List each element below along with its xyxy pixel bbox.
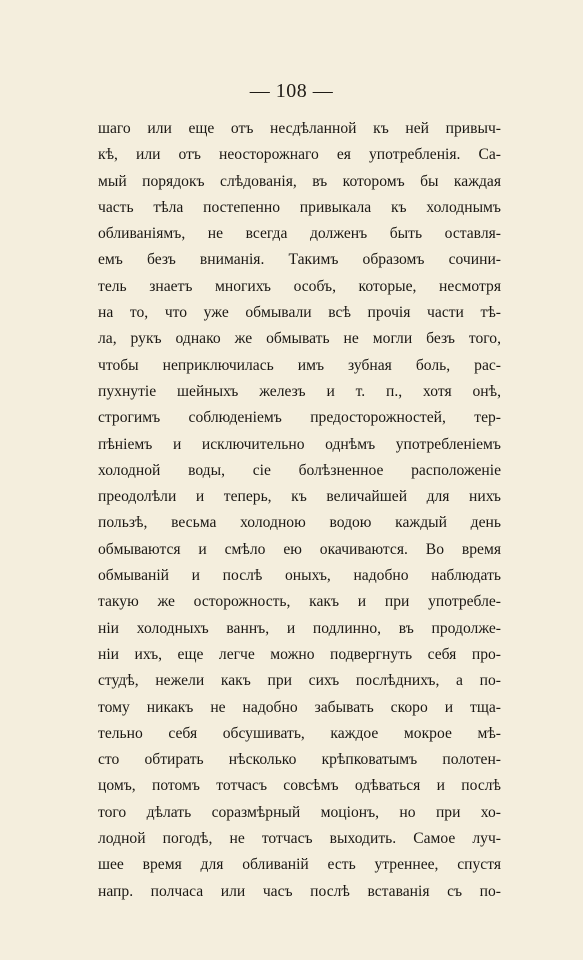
text-line: напр. полчаса или часъ послѣ вставанія съ по-	[98, 882, 501, 900]
text-line: такую же осторожность, какъ и при употребле-	[98, 593, 501, 611]
text-line: пользѣ, весьма холодною водою каждый день	[98, 514, 501, 532]
text-line: пѣніемъ и исключительно однѣмъ употребленіемъ	[98, 435, 501, 453]
text-line: на то, что уже обмывали всѣ прочія части тѣ-	[98, 304, 501, 322]
text-line: обливаніямъ, не всегда долженъ быть оставля-	[98, 225, 501, 243]
text-line: ла, рукъ однако же обмывать не могли безъ того,	[98, 330, 501, 348]
text-line: преодолѣли и теперь, къ величайшей для нихъ	[98, 488, 501, 506]
text-line: часть тѣла постепенно привыкала къ холоднымъ	[98, 198, 501, 216]
text-line: пухнутіе шейныхъ железъ и т. п., хотя онѣ,	[98, 382, 501, 400]
text-line: сто обтирать нѣсколько крѣпковатымъ полотен-	[98, 751, 501, 769]
page-number: — 108 —	[249, 80, 334, 102]
text-line: чтобы неприключилась имъ зубная боль, рас-	[98, 356, 501, 374]
text-line: обмываній и послѣ оныхъ, надобно наблюдать	[98, 567, 501, 585]
text-line: кѣ, или отъ неосторожнаго ея употребленія. Са-	[98, 146, 501, 164]
text-line: лодной погодѣ, не тотчасъ выходить. Самое луч-	[98, 830, 501, 848]
text-line: шее время для обливаній есть утреннее, спустя	[98, 856, 501, 874]
text-line: тельно себя обсушивать, каждое мокрое мѣ-	[98, 724, 501, 742]
text-line: шаго или еще отъ несдѣланной къ ней привыч-	[98, 120, 501, 137]
text-line: строгимъ соблюденіемъ предосторожностей, тер-	[98, 409, 501, 427]
text-line: ніи ихъ, еще легче можно подвергнуть себя про-	[98, 645, 501, 663]
text-line: обмываются и смѣло ею окачиваются. Во время	[98, 540, 501, 558]
text-line: того дѣлать соразмѣрный моціонъ, но при хо-	[98, 803, 501, 821]
text-line: ніи холодныхъ ваннъ, и подлинно, въ продолже-	[98, 619, 501, 637]
text-line: холодной воды, сіе болѣзненное расположеніе	[98, 461, 501, 479]
text-line: цомъ, потомъ тотчасъ совсѣмъ одѣваться и послѣ	[98, 777, 501, 795]
text-line: емъ безъ вниманія. Такимъ образомъ сочини-	[98, 251, 501, 269]
text-line: мый порядокъ слѣдованія, въ которомъ бы каждая	[98, 172, 501, 190]
text-line: тель знаетъ многихъ особъ, которые, несмотря	[98, 277, 501, 295]
text-line: студѣ, нежели какъ при сихъ послѣднихъ, а по-	[98, 672, 501, 690]
text-line: тому никакъ не надобно забывать скоро и тща-	[98, 698, 501, 716]
body-text	[98, 116, 501, 905]
